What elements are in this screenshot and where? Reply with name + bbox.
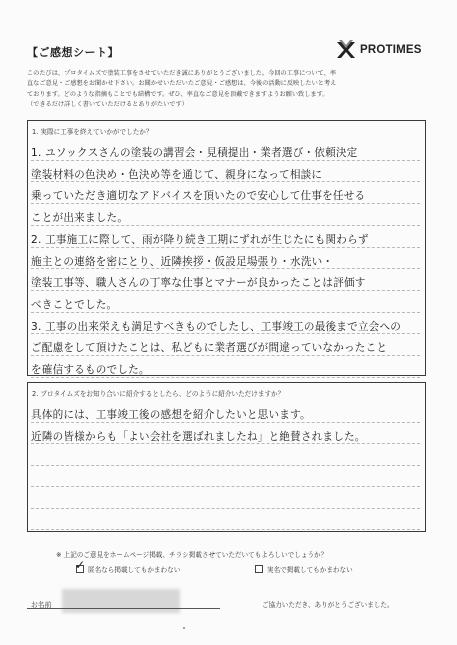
handwritten-line: 3. 工事の出来栄えも満足すべきものでしたし、工事竣工の最後まで立会への (31, 320, 402, 333)
handwritten-line: 塗装工事等、職人さんの丁寧な仕事とマナーが良かったことは評価す (31, 277, 366, 290)
question-2-label: 2. プロタイムズをお知り合いに紹介するとしたら、どのように紹介いただけますか？ (32, 390, 285, 398)
option-anonymous-label: 匿名なら掲載してもかまわない (88, 566, 181, 574)
name-underline (27, 608, 220, 609)
handwritten-line: を確信するものでした。 (31, 364, 150, 376)
handwritten-line: 塗装材料の色決め・色決め等を通じて、親身になって相談に (31, 168, 323, 181)
anonymous-checkbox[interactable] (75, 558, 86, 573)
company-logo (335, 39, 422, 61)
answer-rule-line (31, 486, 420, 487)
page-title: 【ご感想シート】 (27, 46, 119, 59)
handwritten-line: ご配慮をして頂けたことは、私どもに業者選びが間違っていなかったこと (31, 342, 388, 355)
option-realname-label: 実名で掲載してもかまわない (267, 566, 353, 574)
answer-rule-line (31, 508, 420, 509)
realname-checkbox[interactable] (255, 565, 263, 573)
handwritten-line: べきことでした。 (31, 298, 118, 311)
check-mark-icon: ✓ (75, 558, 86, 572)
handwritten-line: 施主との連絡を密にとり、近隣挨拶・仮設足場張り・水洗い・ (31, 255, 334, 268)
handwritten-line: 乗っていただき適切なアドバイスを頂いたので安心して仕事を任せる (31, 190, 366, 203)
answer-rule-line (31, 465, 420, 466)
option-anonymous[interactable] (75, 558, 181, 574)
logo-text: PROTIMES (360, 44, 422, 56)
question-2-box (27, 382, 426, 532)
handwritten-line: 具体的には、工事竣工後の感想を紹介したいと思います。 (31, 409, 311, 421)
question-1-label: 1. 実際に工事を終えていかがでしたか？ (32, 128, 153, 136)
page-mark (183, 627, 185, 629)
handwritten-line: ことが出来ました。 (31, 212, 129, 225)
redacted-name (62, 589, 180, 613)
option-realname[interactable] (255, 564, 353, 574)
answer-rule-line (31, 529, 420, 530)
consent-question: ※ 上記のご意見をホームページ掲載、チラシ掲載させていただいてもよろしいでしょうか？ (56, 551, 328, 559)
protimes-logo-icon (335, 39, 357, 61)
handwritten-line: 2. 工事施工に際して、雨が降り続き工期にずれが生じたにも関わらず (31, 233, 369, 246)
handwritten-line: 近隣の皆様からも「よい会社を選ばれましたね」と絶賛されました。 (31, 430, 366, 443)
name-label: お名前 (31, 601, 52, 609)
handwritten-line: 1. ユソックスさんの塗装の講習会・見積提出・業者選び・依頼決定 (31, 147, 358, 159)
intro-text: このたびは、プロタイムズで塗装工事をさせていただき誠にありがとうございました。今回の工事について、率 直なご意見・ご感想をお聞かせ下さい。お聞かせいただいたご意見・ご感想は、今後の活動に反映したいと考え ております。どのような指摘もことでも結構です。ぜひ、率直なご意見を頂戴できますようお願い致します。 （できるだけ詳しく書いていただけるとありがたいです） (27, 70, 337, 108)
thanks-text: ご協力いただき、ありがとうございました。 (262, 601, 394, 609)
